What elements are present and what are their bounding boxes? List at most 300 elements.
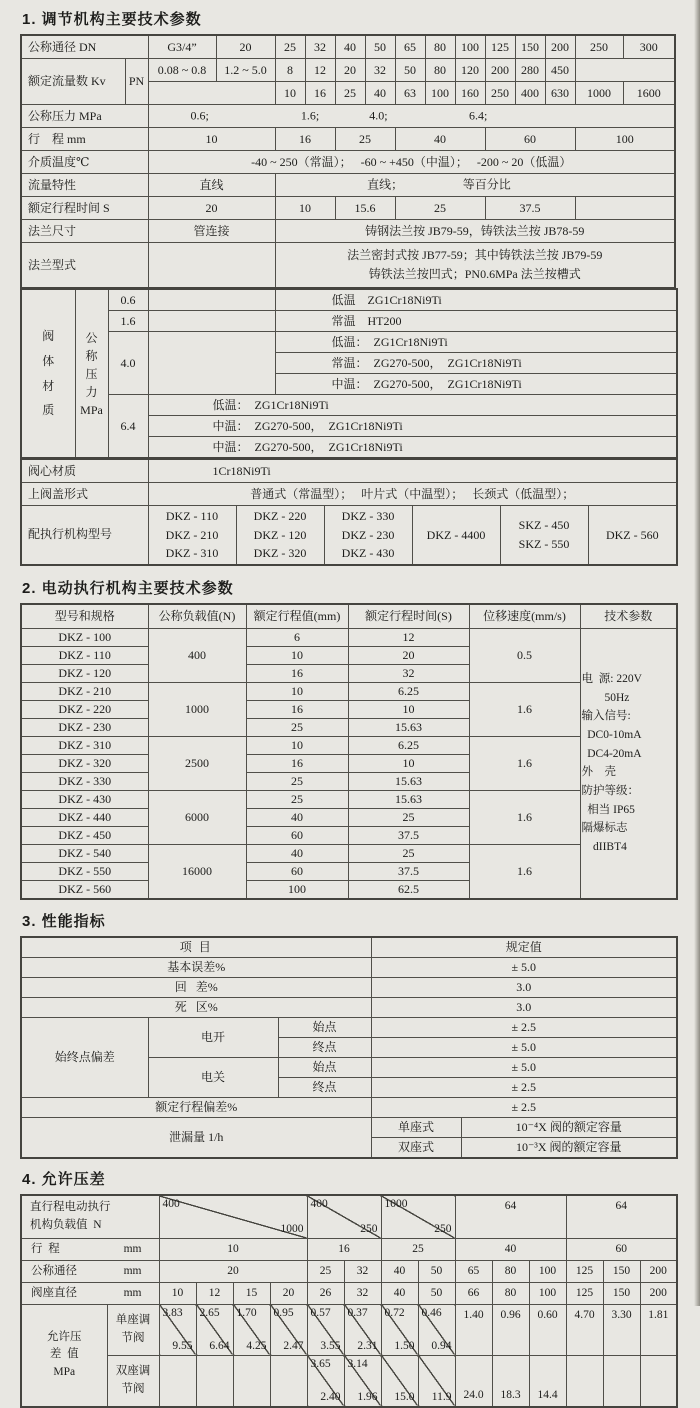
cell: 32 <box>305 35 335 59</box>
model-group: SKZ - 450 SKZ - 550 <box>500 506 588 565</box>
stroke: 25 <box>246 790 348 808</box>
row-flange-type <box>21 243 675 289</box>
row-seat-diameter <box>21 1282 677 1304</box>
cell: 12 <box>305 59 335 82</box>
section-4 <box>20 1168 680 1408</box>
stroke: 16 <box>246 700 348 718</box>
material-spec: 中温： ZG270-500， ZG1Cr18Ni9Ti <box>148 437 677 459</box>
cell: 400 <box>515 82 545 105</box>
row-label: 公称压力 MPa <box>21 105 148 128</box>
cell: 普通式（常温型）； 叶片式（中温型）； 长颈式（低温型）； <box>148 483 677 506</box>
load: 400 <box>148 628 246 682</box>
pressure-value: 6.4 <box>108 395 148 459</box>
material-spec: 低温： ZG1Cr18Ni9Ti <box>275 332 677 353</box>
cell: 14.4 <box>529 1355 566 1407</box>
model: DKZ - 430 <box>21 790 148 808</box>
cell-empty <box>148 243 275 289</box>
time: 25 <box>348 808 469 826</box>
pressure-value: 4.0 <box>108 332 148 395</box>
item: 额定行程偏差% <box>21 1097 371 1117</box>
cell: 管连接 <box>148 220 275 243</box>
cell: 200 <box>545 35 575 59</box>
item: 泄漏量 1/h <box>21 1117 371 1158</box>
row-label: 流量特性 <box>21 174 148 197</box>
cell: 26 <box>307 1282 344 1304</box>
sub-sub-item: 终点 <box>278 1037 371 1057</box>
diagonal-cell: 0.95 2.47 <box>270 1304 307 1355</box>
row-label: 行 程 mm <box>21 128 148 151</box>
value: ± 2.5 <box>371 1077 677 1097</box>
stroke: 40 <box>246 808 348 826</box>
stroke: 16 <box>246 754 348 772</box>
cell: 50 <box>418 1260 455 1282</box>
cell: 300 <box>623 35 675 59</box>
cell: 40 <box>381 1282 418 1304</box>
model: DKZ - 540 <box>21 844 148 862</box>
cell: 20 <box>216 35 275 59</box>
cell: 20 <box>148 197 275 220</box>
diagonal-cell: 0.72 1.50 <box>381 1304 418 1355</box>
column-header: 项 目 <box>21 937 371 958</box>
cell: 280 <box>515 59 545 82</box>
sub-item: 电关 <box>148 1057 278 1097</box>
cell-empty <box>566 1355 603 1407</box>
cell-empty <box>270 1355 307 1407</box>
material-spec: 常温 HT200 <box>275 311 677 332</box>
model: DKZ - 120 <box>21 664 148 682</box>
pressure-value: 0.6 <box>108 289 148 311</box>
cell: 125 <box>566 1260 603 1282</box>
cell: 160 <box>455 82 485 105</box>
sub-item: 单座式 <box>371 1117 461 1137</box>
time: 25 <box>348 844 469 862</box>
cell: 32 <box>365 59 395 82</box>
value: ± 5.0 <box>371 957 677 977</box>
model-group: DKZ - 110 DKZ - 210 DKZ - 310 <box>148 506 236 565</box>
cell: G3/4” <box>148 35 216 59</box>
model-group: DKZ - 220 DKZ - 120 DKZ - 320 <box>236 506 324 565</box>
cell: 80 <box>425 59 455 82</box>
material-spec: 低温 ZG1Cr18Ni9Ti <box>275 289 677 311</box>
table-row <box>21 1097 677 1117</box>
electric-actuator-table <box>20 603 678 900</box>
cell: 16 <box>305 82 335 105</box>
speed: 1.6 <box>469 790 580 844</box>
load: 6000 <box>148 790 246 844</box>
row-double-seat <box>21 1355 677 1407</box>
cell: 18.3 <box>492 1355 529 1407</box>
diagonal-cell: 1000 250 <box>381 1195 455 1239</box>
cell <box>275 243 675 289</box>
stroke: 16 <box>246 664 348 682</box>
item: 回 差% <box>21 977 371 997</box>
row-label: 行 程 mm <box>21 1238 159 1260</box>
section-2-title: 2. 电动执行机构主要技术参数 <box>22 579 234 597</box>
cell: 8 <box>275 59 305 82</box>
table-row <box>21 1117 677 1137</box>
cell: 50 <box>365 35 395 59</box>
table-row <box>21 628 677 646</box>
allowable-pressure-diff-table <box>20 1194 678 1408</box>
speed: 1.6 <box>469 844 580 899</box>
cell: 4.70 <box>566 1304 603 1355</box>
cell: 32 <box>344 1260 381 1282</box>
diagonal-cell: 400 250 <box>307 1195 381 1239</box>
row-flange-size <box>21 220 675 243</box>
cell: 200 <box>640 1260 677 1282</box>
time: 6.25 <box>348 682 469 700</box>
cell: 10 <box>159 1238 307 1260</box>
cell: 25 <box>275 35 305 59</box>
value: 1.6; <box>300 108 320 123</box>
diagonal-cell: 11.9 <box>418 1355 455 1407</box>
cell: 64 <box>566 1195 677 1239</box>
row-rated-stroke-time <box>21 197 675 220</box>
cell: 1.2 ~ 5.0 <box>216 59 275 82</box>
row-label: 阀心材质 <box>21 459 148 483</box>
value: 3.0 <box>371 997 677 1017</box>
column-header: 公称负载值(N) <box>148 604 246 629</box>
cell: 100 <box>529 1282 566 1304</box>
cell <box>275 174 675 197</box>
cell: 0.60 <box>529 1304 566 1355</box>
time: 6.25 <box>348 736 469 754</box>
cell: 630 <box>545 82 575 105</box>
cell: 铸钢法兰按 JB79-59，铸铁法兰按 JB78-59 <box>275 220 675 243</box>
model-group: DKZ - 560 <box>588 506 677 565</box>
row-stroke <box>21 1238 677 1260</box>
stroke: 25 <box>246 718 348 736</box>
valve-body-material-table <box>20 288 678 459</box>
cell: 40 <box>335 35 365 59</box>
time: 15.63 <box>348 790 469 808</box>
diagonal-cell: 0.57 3.55 <box>307 1304 344 1355</box>
row-bonnet-type <box>21 483 677 506</box>
diagonal-cell: 3.65 2.40 <box>307 1355 344 1407</box>
cell: 150 <box>603 1260 640 1282</box>
diagonal-cell: 0.37 2.31 <box>344 1304 381 1355</box>
cell: 10 <box>275 197 335 220</box>
regulator-params-table <box>20 34 676 289</box>
section-1-title: 1. 调节机构主要技术参数 <box>22 11 202 28</box>
value: ± 2.5 <box>371 1097 677 1117</box>
header-row <box>21 604 677 629</box>
row-label-single-seat: 单座调 节阀 <box>107 1304 159 1355</box>
table-row <box>21 977 677 997</box>
value: 4.0; <box>369 108 388 123</box>
cell-empty <box>640 1355 677 1407</box>
performance-table <box>20 936 678 1159</box>
row-plug-material <box>21 459 677 483</box>
section-1 <box>20 8 680 566</box>
model: DKZ - 550 <box>21 862 148 880</box>
cell: 40 <box>395 128 485 151</box>
row-label-nominal-pressure: 公 称 压 力 MPa <box>75 289 108 458</box>
time: 32 <box>348 664 469 682</box>
cell-empty <box>575 197 675 220</box>
table-row <box>21 1017 677 1037</box>
cell: 200 <box>485 59 515 82</box>
cell-empty <box>196 1355 233 1407</box>
line: 法兰密封式按 JB77-59；其中铸铁法兰按 JB79-59 <box>347 248 603 263</box>
cell: 1000 <box>575 82 623 105</box>
cell: 20 <box>270 1282 307 1304</box>
line: 铸铁法兰按凹式；PN0.6MPa 法兰按槽式 <box>368 267 581 281</box>
row-kv-1 <box>21 59 675 82</box>
row-label: 上阀盖形式 <box>21 483 148 506</box>
cell: 0.08 ~ 0.8 <box>148 59 216 82</box>
cell-empty <box>148 289 275 311</box>
pressure-value: 1.6 <box>108 311 148 332</box>
cell: 20 <box>335 59 365 82</box>
table-row <box>21 790 677 808</box>
column-header: 规定值 <box>371 937 677 958</box>
cell: 80 <box>425 35 455 59</box>
diagonal-cell: 400 1000 <box>159 1195 307 1239</box>
cell: 1600 <box>623 82 675 105</box>
cell: 15.6 <box>335 197 395 220</box>
cell-empty <box>603 1355 640 1407</box>
pressure-values <box>148 105 675 128</box>
row-matching-actuator-models <box>21 506 677 565</box>
row-label: 配执行机构型号 <box>21 506 148 565</box>
sub-sub-item: 始点 <box>278 1017 371 1037</box>
tech-params: 电 源: 220V 50Hz 输入信号: DC0-10mA DC4-20mA 外 壳 防护等级： 相当 IP65 隔爆标志 dIIBT4 <box>580 628 677 899</box>
row-label: 阀座直径 mm <box>21 1282 159 1304</box>
material-spec: 中温： ZG270-500， ZG1Cr18Ni9Ti <box>275 374 677 395</box>
row-label: 法兰型式 <box>21 243 148 289</box>
cell: 1.81 <box>640 1304 677 1355</box>
table-row <box>21 997 677 1017</box>
stroke: 6 <box>246 628 348 646</box>
row-nominal-diameter <box>21 35 675 59</box>
model: DKZ - 230 <box>21 718 148 736</box>
cell: 80 <box>492 1282 529 1304</box>
stroke: 10 <box>246 646 348 664</box>
value: 3.0 <box>371 977 677 997</box>
value: ± 5.0 <box>371 1037 677 1057</box>
row-load-value <box>21 1195 677 1239</box>
load: 16000 <box>148 844 246 899</box>
load: 1000 <box>148 682 246 736</box>
cell: 65 <box>395 35 425 59</box>
time: 62.5 <box>348 880 469 899</box>
item: 基本误差% <box>21 957 371 977</box>
table-row <box>21 736 677 754</box>
cell: 150 <box>603 1282 640 1304</box>
cell: 0.96 <box>492 1304 529 1355</box>
speed: 1.6 <box>469 682 580 736</box>
speed: 0.5 <box>469 628 580 682</box>
cell: 40 <box>365 82 395 105</box>
cell: 100 <box>455 35 485 59</box>
cell: 40 <box>455 1238 566 1260</box>
row-label: 直行程电动执行 机构负载值 N <box>21 1195 159 1239</box>
model: DKZ - 220 <box>21 700 148 718</box>
model: DKZ - 320 <box>21 754 148 772</box>
section-4-title: 4. 允许压差 <box>22 1170 106 1188</box>
material-spec: 中温： ZG270-500， ZG1Cr18Ni9Ti <box>148 416 677 437</box>
cell: 125 <box>566 1282 603 1304</box>
cell: 16 <box>307 1238 381 1260</box>
model-group: DKZ - 4400 <box>412 506 500 565</box>
cell: 120 <box>455 59 485 82</box>
cell: 10 <box>159 1282 196 1304</box>
section-3 <box>20 910 680 1159</box>
cell: 63 <box>395 82 425 105</box>
diagonal-cell: 15.0 <box>381 1355 418 1407</box>
model-group: DKZ - 330 DKZ - 230 DKZ - 430 <box>324 506 412 565</box>
value: 0.6; <box>190 108 209 123</box>
value: ± 5.0 <box>371 1057 677 1077</box>
value: 等百分比 <box>462 177 511 192</box>
cell: 32 <box>344 1282 381 1304</box>
cell: 66 <box>455 1282 492 1304</box>
cell: 65 <box>455 1260 492 1282</box>
row-label-pressure-diff: 允许压 差 值 MPa <box>21 1304 107 1407</box>
cell: 10 <box>275 82 305 105</box>
page-edge-shadow <box>694 0 700 1306</box>
material-row <box>21 311 677 332</box>
diagonal-cell: 3.14 1.96 <box>344 1355 381 1407</box>
cell: 25 <box>335 82 365 105</box>
value: 6.4; <box>469 108 488 123</box>
cell: 100 <box>529 1260 566 1282</box>
model: DKZ - 450 <box>21 826 148 844</box>
cell: 60 <box>485 128 575 151</box>
cell: 200 <box>640 1282 677 1304</box>
cell-empty <box>159 1355 196 1407</box>
cell: 25 <box>381 1238 455 1260</box>
time: 20 <box>348 646 469 664</box>
cell: 16 <box>275 128 335 151</box>
row-label: 公称通径 mm <box>21 1260 159 1282</box>
load: 2500 <box>148 736 246 790</box>
model: DKZ - 440 <box>21 808 148 826</box>
cell: -40 ~ 250（常温）； -60 ~ +450（中温）； -200 ~ 20（低温） <box>148 151 675 174</box>
diagonal-cell: 3.83 9.55 <box>159 1304 196 1355</box>
cell: 150 <box>515 35 545 59</box>
cell: 100 <box>575 128 675 151</box>
cell: 20 <box>159 1260 307 1282</box>
row-label: 法兰尺寸 <box>21 220 148 243</box>
diagonal-cell: 2.65 6.64 <box>196 1304 233 1355</box>
time: 15.63 <box>348 718 469 736</box>
cell: 125 <box>485 35 515 59</box>
cell: 64 <box>455 1195 566 1239</box>
cell: 3.30 <box>603 1304 640 1355</box>
cell: 250 <box>485 82 515 105</box>
material-spec: 常温： ZG270-500， ZG1Cr18Ni9Ti <box>275 353 677 374</box>
table-row <box>21 957 677 977</box>
column-header: 位移速度(mm/s) <box>469 604 580 629</box>
value: 直线； <box>367 177 404 192</box>
column-header: 额定行程时间(S) <box>348 604 469 629</box>
cell-empty <box>148 332 275 395</box>
cell: 直线 <box>148 174 275 197</box>
column-header: 技术参数 <box>580 604 677 629</box>
row-label: 额定行程时间 S <box>21 197 148 220</box>
model: DKZ - 210 <box>21 682 148 700</box>
column-header: 额定行程值(mm) <box>246 604 348 629</box>
value: ± 2.5 <box>371 1017 677 1037</box>
table-row <box>21 682 677 700</box>
cell: 25 <box>395 197 485 220</box>
cell: 15 <box>233 1282 270 1304</box>
section-3-title: 3. 性能指标 <box>22 912 106 930</box>
diagonal-cell: 1.70 4.25 <box>233 1304 270 1355</box>
time: 37.5 <box>348 826 469 844</box>
row-label-pn: PN <box>125 59 148 105</box>
row-label: 介质温度℃ <box>21 151 148 174</box>
diagonal-cell: 0.46 0.94 <box>418 1304 455 1355</box>
row-label-double-seat: 双座调 节阀 <box>107 1355 159 1407</box>
cell-empty <box>148 82 275 105</box>
header-row <box>21 937 677 958</box>
cell-empty <box>575 59 675 82</box>
row-nominal-pressure <box>21 105 675 128</box>
model: DKZ - 560 <box>21 880 148 899</box>
cell: 24.0 <box>455 1355 492 1407</box>
stroke: 60 <box>246 826 348 844</box>
cell: 50 <box>418 1282 455 1304</box>
cell: 1.40 <box>455 1304 492 1355</box>
cell: 25 <box>307 1260 344 1282</box>
stroke: 100 <box>246 880 348 899</box>
material-row <box>21 332 677 353</box>
cell: 25 <box>335 128 395 151</box>
row-label: 额定流量数 Kv <box>21 59 125 105</box>
model: DKZ - 330 <box>21 772 148 790</box>
sub-sub-item: 终点 <box>278 1077 371 1097</box>
row-flow-characteristic <box>21 174 675 197</box>
sub-sub-item: 始点 <box>278 1057 371 1077</box>
sub-item: 电开 <box>148 1017 278 1057</box>
cell: 80 <box>492 1260 529 1282</box>
stroke: 10 <box>246 736 348 754</box>
row-stroke <box>21 128 675 151</box>
time: 15.63 <box>348 772 469 790</box>
column-header: 型号和规格 <box>21 604 148 629</box>
cell: 50 <box>395 59 425 82</box>
row-label: 公称通径 DN <box>21 35 148 59</box>
stroke: 10 <box>246 682 348 700</box>
stroke: 60 <box>246 862 348 880</box>
material-spec: 低温： ZG1Cr18Ni9Ti <box>148 395 677 416</box>
cell: 40 <box>381 1260 418 1282</box>
row-label-valve-body-material: 阀 体 材 质 <box>21 289 75 458</box>
item: 始终点偏差 <box>21 1017 148 1097</box>
model: DKZ - 110 <box>21 646 148 664</box>
cell: 10 <box>148 128 275 151</box>
table-row <box>21 844 677 862</box>
material-row <box>21 395 677 416</box>
time: 12 <box>348 628 469 646</box>
value: 10⁻³X 阀的额定容量 <box>461 1137 677 1158</box>
row-single-seat <box>21 1304 677 1355</box>
actuator-model-table <box>20 458 678 566</box>
time: 10 <box>348 700 469 718</box>
cell: 250 <box>575 35 623 59</box>
cell: 37.5 <box>485 197 575 220</box>
cell-empty <box>233 1355 270 1407</box>
material-row <box>21 289 677 311</box>
cell: 100 <box>425 82 455 105</box>
model: DKZ - 310 <box>21 736 148 754</box>
section-2 <box>20 577 680 900</box>
time: 37.5 <box>348 862 469 880</box>
speed: 1.6 <box>469 736 580 790</box>
